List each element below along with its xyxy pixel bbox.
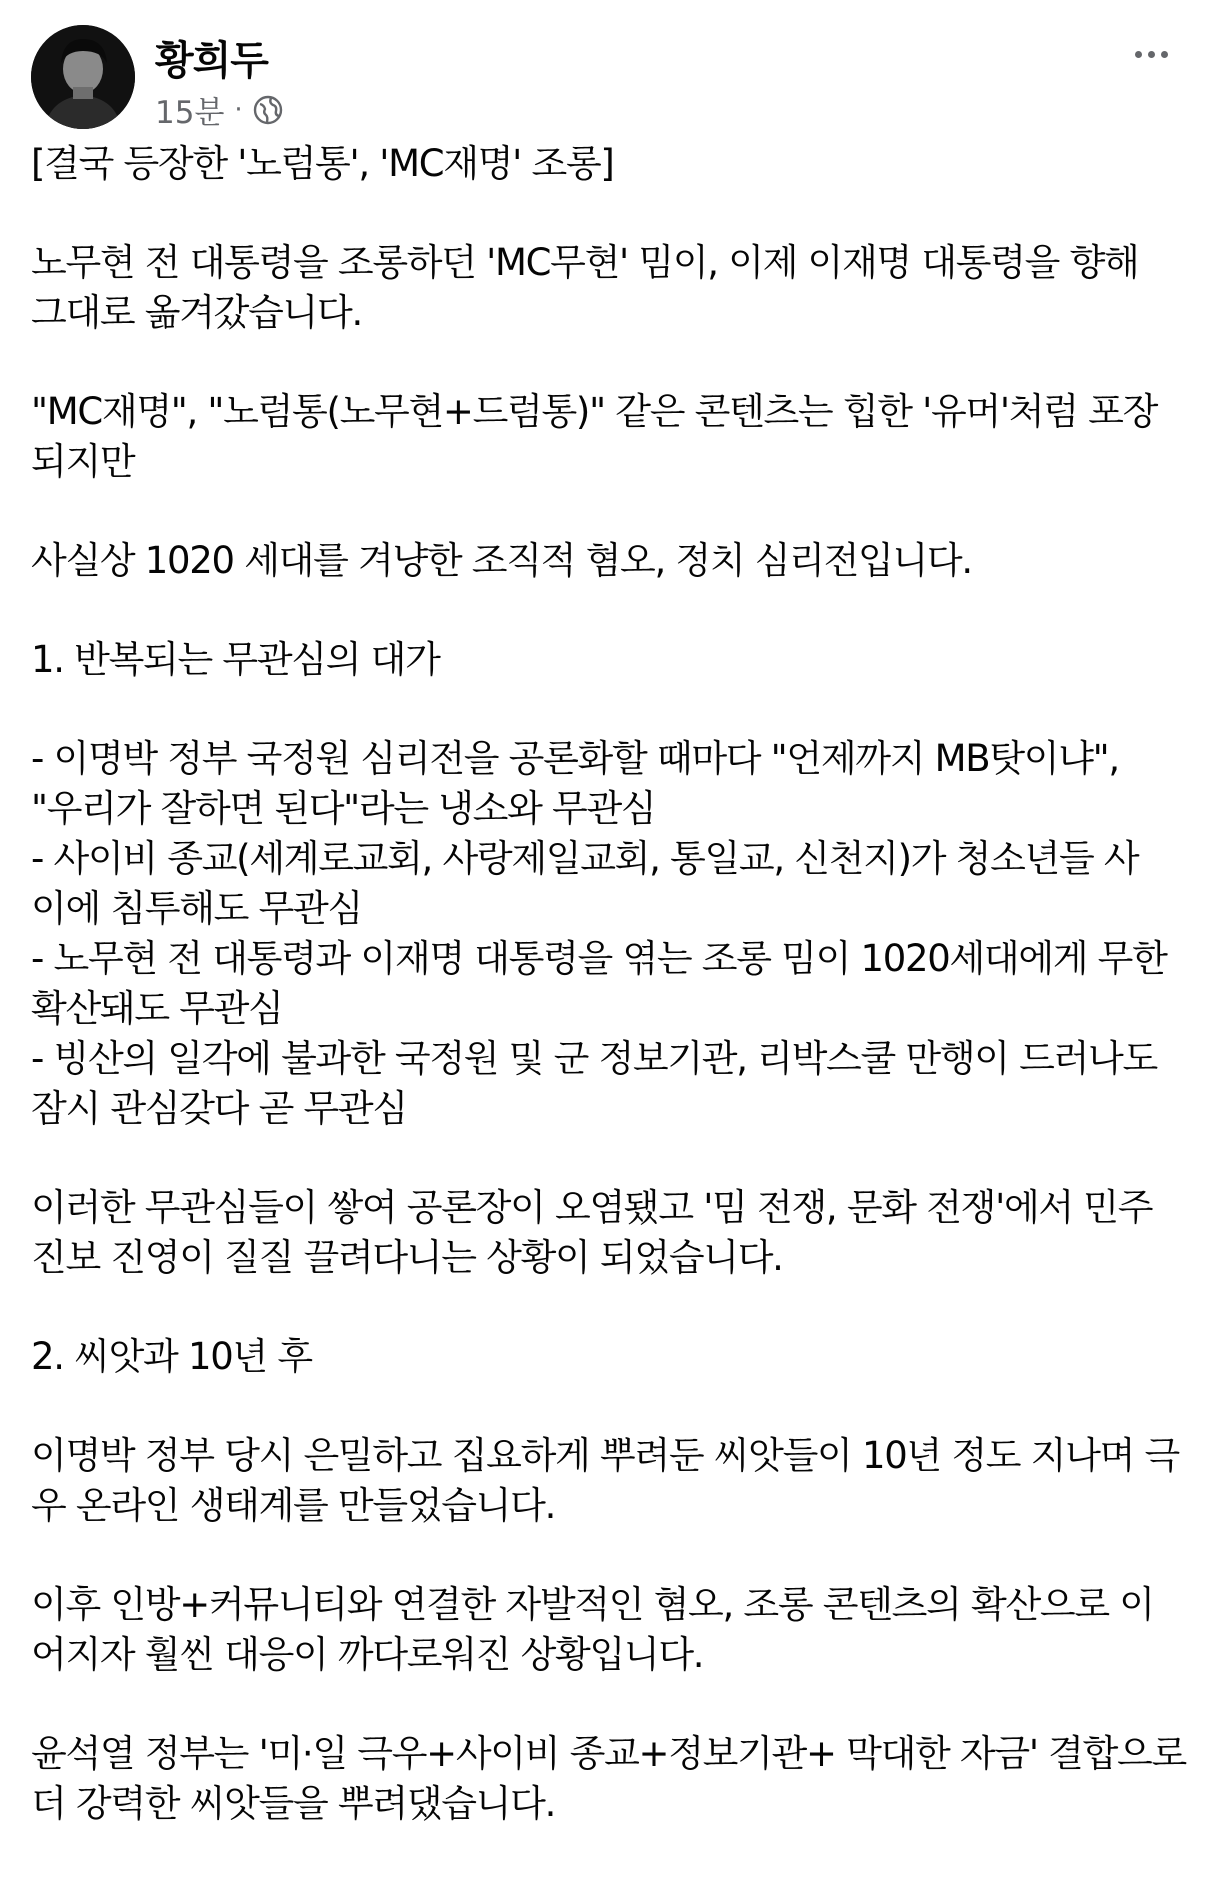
post-line: 더 강력한 씨앗들을 뿌려댔습니다. — [31, 1782, 556, 1825]
post-line: 어지자 훨씬 대응이 까다로워진 상황입니다. — [31, 1633, 704, 1676]
globe-icon — [253, 95, 283, 125]
post-line: 이러한 무관심들이 쌓여 공론장이 오염됐고 '밈 전쟁, 문화 전쟁'에서 민주 — [31, 1186, 1153, 1229]
post-paragraph — [31, 536, 1181, 586]
post-line: 되지만 — [31, 440, 135, 483]
post-line: 진보 진영이 질질 끌려다니는 상황이 되었습니다. — [31, 1236, 783, 1279]
meta-separator: · — [234, 94, 243, 125]
more-dot — [1161, 51, 1168, 58]
post-paragraph — [31, 1431, 1181, 1531]
post-paragraph — [31, 1729, 1186, 1829]
author-name[interactable]: 황희두 — [155, 38, 268, 84]
post-paragraph — [31, 734, 1181, 1134]
post-line: 이에 침투해도 무관심 — [31, 887, 362, 930]
post-paragraph — [31, 387, 1181, 487]
post-line: 그대로 옮겨갔습니다. — [31, 291, 362, 334]
post-line: [결국 등장한 '노럼통', 'MC재명' 조롱] — [31, 142, 614, 185]
post-paragraph — [31, 1580, 1181, 1680]
post-paragraph — [31, 1332, 1181, 1382]
post-line: 사실상 1020 세대를 겨냥한 조직적 혐오, 정치 심리전입니다. — [31, 539, 972, 582]
post-line: - 노무현 전 대통령과 이재명 대통령을 엮는 조롱 밈이 1020세대에게 무한 — [31, 937, 1167, 980]
post-line: "MC재명", "노럼통(노무현+드럼통)" 같은 콘텐츠는 힙한 '유머'처럼 포장 — [31, 390, 1158, 433]
post-paragraph — [31, 139, 1181, 189]
more-dots-icon — [1135, 51, 1142, 58]
post-paragraph — [31, 238, 1181, 338]
post-line: - 빙산의 일각에 불과한 국정원 및 군 정보기관, 리박스쿨 만행이 드러나도 — [31, 1037, 1157, 1080]
post-line: 노무현 전 대통령을 조롱하던 'MC무현' 밈이, 이제 이재명 대통령을 향해 — [31, 241, 1139, 284]
post-paragraph — [31, 635, 1181, 685]
post-line: 우 온라인 생태계를 만들었습니다. — [31, 1484, 556, 1527]
post-paragraph — [31, 1183, 1181, 1283]
post-line: "우리가 잘하면 된다"라는 냉소와 무관심 — [31, 787, 656, 830]
post-line: 이명박 정부 당시 은밀하고 집요하게 뿌려둔 씨앗들이 10년 정도 지나며 극 — [31, 1434, 1179, 1477]
post-time[interactable]: 15분 — [155, 95, 225, 131]
post-line: 1. 반복되는 무관심의 대가 — [31, 638, 440, 681]
more-options-button[interactable] — [1121, 39, 1181, 69]
post-line: 잠시 관심갖다 곧 무관심 — [31, 1087, 407, 1130]
post-line: 윤석열 정부는 '미·일 극우+사이비 종교+정보기관+ 막대한 자금' 결합으로 — [31, 1732, 1186, 1775]
post-line: - 사이비 종교(세계로교회, 사랑제일교회, 통일교, 신천지)가 청소년들 사 — [31, 837, 1139, 880]
post-line: 확산돼도 무관심 — [31, 987, 283, 1030]
post-line: 2. 씨앗과 10년 후 — [31, 1335, 312, 1378]
post-body — [31, 139, 1186, 1878]
post-meta — [155, 87, 283, 132]
avatar[interactable] — [31, 25, 135, 129]
avatar-photo — [31, 25, 135, 129]
post-line: 이후 인방+커뮤니티와 연결한 자발적인 혐오, 조롱 콘텐츠의 확산으로 이 — [31, 1583, 1154, 1626]
post-header — [31, 25, 1181, 133]
more-dot — [1148, 51, 1155, 58]
post-line: - 이명박 정부 국정원 심리전을 공론화할 때마다 "언제까지 MB탓이냐", — [31, 737, 1119, 780]
